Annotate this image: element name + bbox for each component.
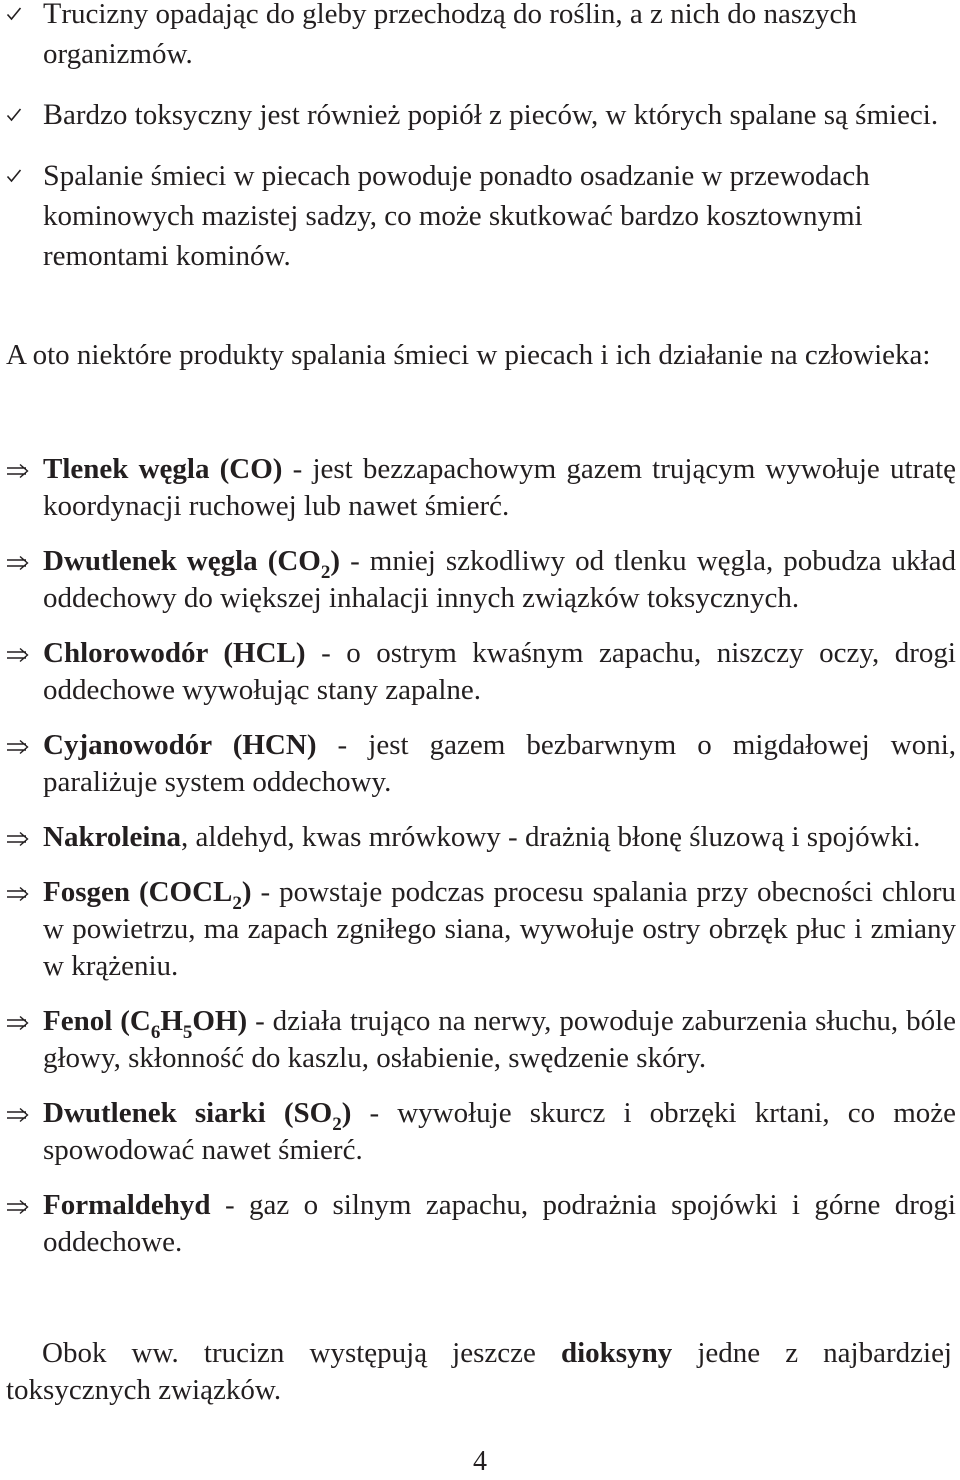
list-item [0, 543, 956, 617]
toxin-description: - mniej szkodliwy od tlenku węgla, pobudza układ oddechowy do większej inhalacji innych związków toksycznych. [43, 545, 956, 614]
list-item [0, 0, 956, 74]
list-item [0, 1187, 956, 1261]
subscript: 2 [320, 562, 331, 583]
closing-text: Obok ww. trucizn występują jeszcze [42, 1337, 561, 1369]
double-arrow-icon [6, 886, 30, 902]
check-list [0, 0, 956, 297]
toxin-description: - jest bezzapachowym gazem trującym wywołuje utratę koordynacji ruchowej lub nawet śmierć. [43, 453, 956, 522]
item-initial: T [43, 0, 62, 30]
closing-text: jedne z najbardziej toksycznych związków. [6, 1337, 952, 1406]
toxin-name [43, 876, 252, 914]
closing-paragraph [6, 1335, 952, 1409]
toxin-name-part: Fenol (C [43, 1005, 151, 1037]
check-icon [6, 6, 22, 22]
double-arrow-icon [6, 1107, 30, 1123]
item-text: palanie śmieci w piecach powoduje ponadto osadzanie w przewodach kominowych mazistej sadzy, co może skutkować bardzo kosztownymi remontami kominów. [43, 160, 870, 272]
check-icon [6, 107, 22, 123]
list-item [0, 1003, 956, 1077]
toxin-name: Formaldehyd [43, 1189, 211, 1221]
item-text: rucizny opadając do gleby przechodzą do roślin, a z nich do naszych organizmów. [43, 0, 857, 70]
list-item [0, 156, 956, 276]
toxin-description: - powstaje podczas procesu spalania przy obecności chloru w powietrzu, ma zapach zgniłego siana, wywołuje ostry obrzęk płuc i zmiany w krążeniu. [43, 876, 956, 982]
toxin-name: Tlenek węgla (CO) [43, 453, 283, 485]
subscript: 6 [150, 1022, 161, 1043]
double-arrow-icon [6, 1015, 30, 1031]
toxin-name-part: ) [241, 876, 252, 908]
toxin-name-part: Fosgen (COCL [43, 876, 233, 908]
toxin-description: - gaz o silnym zapachu, podrażnia spojówki i górne drogi oddechowe. [43, 1189, 956, 1258]
toxin-name-part: H [160, 1005, 183, 1037]
closing-emphasis: dioksyny [560, 1337, 673, 1369]
check-icon [6, 168, 22, 184]
toxin-name-part: Dwutlenek węgla (CO [43, 545, 321, 577]
double-arrow-icon [6, 647, 30, 663]
toxin-description: - działa trująco na nerwy, powoduje zaburzenia słuchu, bóle głowy, skłonność do kaszlu, osłabienie, swędzenie skóry. [43, 1005, 956, 1074]
toxin-description: - wywołuje skurcz i obrzęki krtani, co może spowodować nawet śmierć. [43, 1097, 956, 1166]
toxin-name-part: OH) [192, 1005, 248, 1037]
toxin-name: Cyjanowodór (HCN) [43, 729, 317, 761]
subscript: 2 [332, 1114, 342, 1135]
item-initial: B [43, 98, 64, 131]
toxin-name-part: ) [330, 545, 341, 577]
toxin-description: , aldehyd, kwas mrówkowy - drażnią błonę śluzową i spojówki. [181, 821, 921, 853]
toxin-name: Nakroleina [43, 821, 182, 853]
list-item [0, 95, 956, 135]
toxin-description: - o ostrym kwaśnym zapachu, niszczy oczy, drogi oddechowe wywołując stany zapalne. [43, 637, 956, 706]
subscript: 5 [182, 1022, 193, 1043]
list-item [0, 635, 956, 709]
double-arrow-icon [6, 555, 30, 571]
toxin-name [43, 545, 341, 583]
toxin-name [43, 1005, 248, 1043]
list-item [0, 1095, 956, 1169]
item-initial: S [43, 159, 60, 192]
list-item [0, 819, 956, 856]
subscript: 2 [232, 893, 242, 914]
double-arrow-icon [6, 463, 30, 479]
list-item [0, 874, 956, 985]
list-item [0, 727, 956, 801]
toxin-description: - jest gazem bezbarwnym o migdałowej woni, paraliżuje system oddechowy. [43, 729, 956, 798]
toxin-name-part: Dwutlenek siarki (SO [43, 1097, 333, 1129]
list-item [0, 451, 956, 525]
double-arrow-icon [6, 831, 30, 847]
toxin-name-part: ) [341, 1097, 352, 1129]
toxin-list [0, 451, 956, 1279]
item-text: ardzo toksyczny jest również popiół z pieców, w których spalane są śmieci. [63, 99, 939, 131]
toxin-name: Chlorowodór (HCL) [43, 637, 306, 669]
toxin-name [43, 1097, 352, 1135]
double-arrow-icon [6, 1199, 30, 1215]
double-arrow-icon [6, 739, 30, 755]
page-number: 4 [473, 1446, 487, 1477]
intro-paragraph: A oto niektóre produkty spalania śmieci w piecach i ich działanie na człowieka: [6, 339, 931, 371]
